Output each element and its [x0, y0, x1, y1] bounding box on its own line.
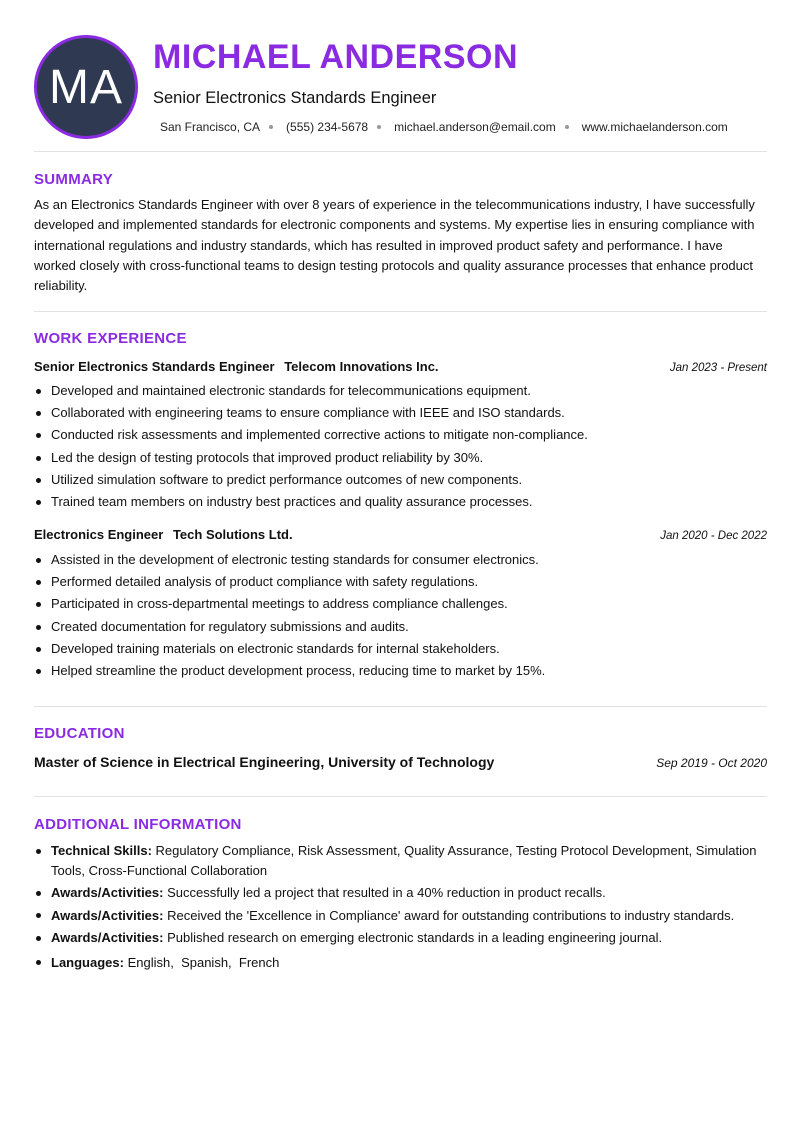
education-date: Sep 2019 - Oct 2020 [656, 756, 767, 770]
contact-email[interactable]: michael.anderson@email.com [394, 120, 556, 134]
section-title-summary: SUMMARY [34, 171, 114, 188]
job-company: Tech Solutions Ltd. [172, 527, 293, 542]
additional-info-list [34, 841, 767, 975]
education-entry [34, 754, 767, 770]
avatar [34, 35, 138, 139]
candidate-name: MICHAEL ANDERSON [153, 38, 519, 76]
candidate-title: Senior Electronics Standards Engineer [153, 89, 437, 107]
list-item: Conducted risk assessments and implemented corrective actions to mitigate non-compliance. [34, 424, 767, 446]
divider [34, 706, 767, 707]
job-role: Electronics Engineer [34, 527, 164, 542]
job-bullets [34, 380, 767, 513]
list-item: Led the design of testing protocols that improved product reliability by 30%. [34, 447, 767, 469]
contact-info [160, 120, 728, 134]
separator-dot-icon [269, 125, 273, 129]
item-text: English, Spanish, French [127, 954, 280, 970]
contact-website[interactable]: www.michaelanderson.com [581, 120, 728, 134]
item-label: Awards/Activities: [51, 907, 164, 923]
item-text: Successfully led a project that resulted in a 40% reduction in product recalls. [167, 885, 606, 900]
list-item: Created documentation for regulatory submissions and audits. [34, 616, 767, 638]
job-header [34, 359, 767, 374]
job-date: Jan 2023 - Present [669, 362, 767, 374]
list-item [34, 953, 767, 973]
item-label: Technical Skills: [51, 843, 152, 858]
avatar-initials: MA [49, 60, 123, 114]
divider [34, 151, 767, 152]
divider [34, 311, 767, 312]
divider [34, 796, 767, 797]
list-item: Utilized simulation software to predict performance outcomes of new components. [34, 469, 767, 491]
list-item [34, 928, 767, 948]
contact-phone: (555) 234-5678 [286, 120, 369, 134]
contact-location: San Francisco, CA [160, 120, 261, 134]
separator-dot-icon [377, 125, 381, 129]
job-company: Telecom Innovations Inc. [284, 359, 439, 374]
section-title-work-experience: WORK EXPERIENCE [34, 330, 187, 347]
item-label: Awards/Activities: [51, 885, 164, 900]
item-label: Languages: [51, 954, 124, 970]
list-item [34, 883, 767, 903]
list-item: Developed training materials on electronic standards for internal stakeholders. [34, 638, 767, 660]
job-header [34, 527, 767, 542]
item-text: Regulatory Compliance, Risk Assessment, Quality Assurance, Testing Protocol Development, Simulation Tools, Cross-Functional Collaboration [51, 843, 757, 878]
separator-dot-icon [565, 125, 569, 129]
item-text: Received the 'Excellence in Compliance' award for outstanding contributions to industry standards. [167, 907, 735, 923]
list-item: Participated in cross-departmental meetings to address compliance challenges. [34, 593, 767, 615]
list-item [34, 906, 767, 926]
resume-header [0, 0, 800, 152]
list-item: Assisted in the development of electronic testing standards for consumer electronics. [34, 549, 767, 571]
summary-text: As an Electronics Standards Engineer with over 8 years of experience in the telecommunications industry, I have successfully developed and implemented standards for electronic components and systems. My expertise lies in ensuring compliance with international regulations and industry standards, which has resulted in improved product safety and performance. I have worked closely with cross-functional teams to design testing protocols and quality assurance processes that enhance product reliability. [34, 197, 755, 294]
item-label: Awards/Activities: [51, 930, 164, 945]
job-bullets [34, 549, 767, 682]
list-item: Performed detailed analysis of product compliance with safety regulations. [34, 571, 767, 593]
list-item: Developed and maintained electronic standards for telecommunications equipment. [34, 380, 767, 402]
list-item [34, 841, 767, 880]
item-text: Published research on emerging electronic standards in a leading engineering journal. [167, 930, 663, 945]
list-item: Trained team members on industry best practices and quality assurance processes. [34, 491, 767, 513]
list-item: Collaborated with engineering teams to ensure compliance with IEEE and ISO standards. [34, 402, 767, 424]
job-role: Senior Electronics Standards Engineer [34, 359, 275, 374]
job-date: Jan 2020 - Dec 2022 [660, 530, 767, 542]
section-title-additional-information: ADDITIONAL INFORMATION [34, 816, 242, 833]
section-title-education: EDUCATION [34, 725, 125, 742]
list-item: Helped streamline the product development process, reducing time to market by 15%. [34, 660, 767, 682]
education-degree: Master of Science in Electrical Engineering, University of Technology [34, 754, 495, 770]
